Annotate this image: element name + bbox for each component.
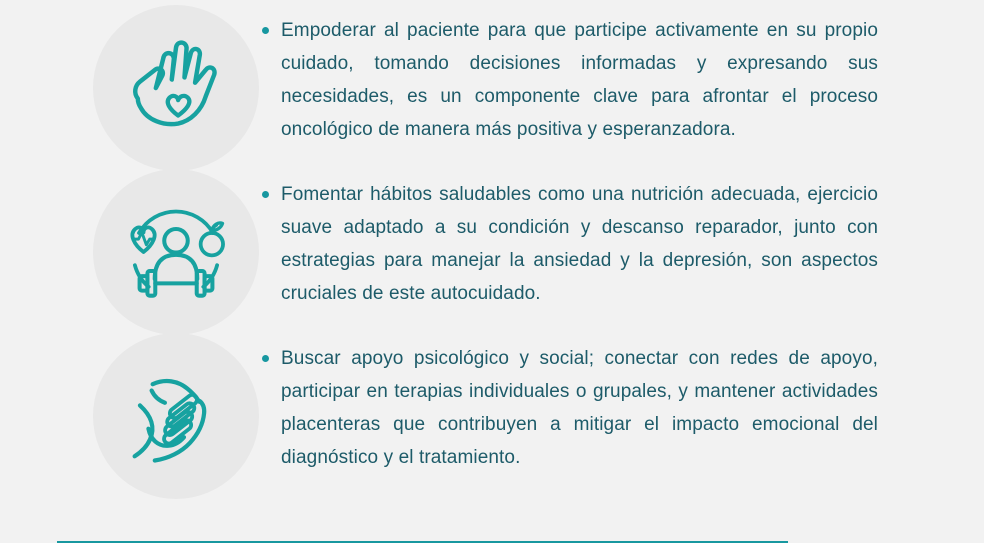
list-item-3 (262, 342, 878, 474)
list-item-2 (262, 178, 878, 310)
supportive-hands-icon (123, 363, 229, 469)
list-item-1 (262, 14, 878, 146)
bullet-dot (262, 355, 269, 362)
bullet-dot (262, 27, 269, 34)
icon-circle-3 (93, 333, 259, 499)
icon-circle-2 (93, 169, 259, 335)
bullet-dot (262, 191, 269, 198)
bullet-text-empoderar: Empoderar al paciente para que participe activamente en su propio cuidado, tomando decisiones informadas y expresando sus necesidades, es un componente clave para afrontar el proceso oncológico de manera más positiva y esperanzadora. (281, 20, 878, 140)
bullet-text-fomentar: Fomentar hábitos saludables como una nutrición adecuada, ejercicio suave adaptado a su condición y descanso reparador, junto con estrategias para manejar la ansiedad y la depresión, son aspectos cruciales de este autocuidado. (281, 184, 878, 304)
hand-with-heart-icon (123, 35, 229, 141)
bullet-text-buscar: Buscar apoyo psicológico y social; conectar con redes de apoyo, participar en terapias individuales o grupales, y mantener actividades placenteras que contribuyen a mitigar el impacto emocional del diagnóstico y el tratamiento. (281, 348, 878, 468)
healthy-habits-icon (120, 196, 232, 308)
icon-circle-1 (93, 5, 259, 171)
